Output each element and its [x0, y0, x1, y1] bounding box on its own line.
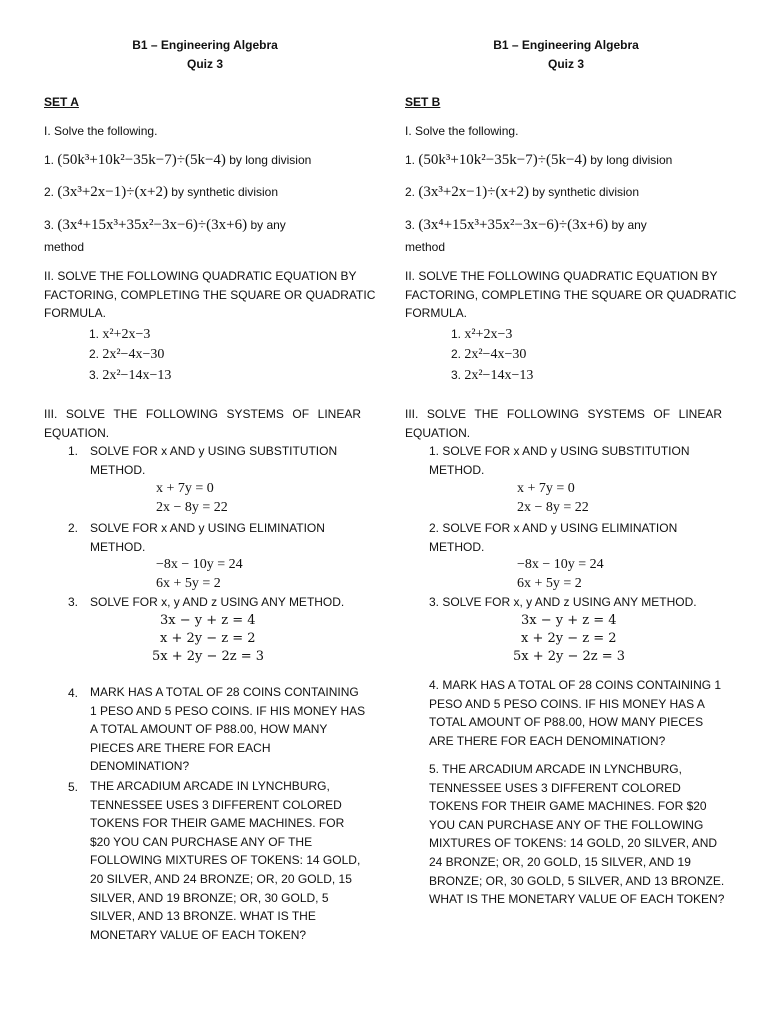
problem-3-equation-1: 3x − y + z = 4	[160, 613, 256, 628]
problem-3-equation-1: 3x − y + z = 4	[521, 613, 617, 628]
quiz-title: Quiz 3	[547, 57, 584, 71]
part2-heading-line3: FORMULA.	[44, 306, 107, 320]
part2-heading-line2: FACTORING, COMPLETING THE SQUARE OR QUADRATIC	[405, 288, 737, 302]
part1-heading: I. Solve the following.	[44, 124, 158, 138]
problem-2-equation-2: 6x + 5y = 2	[156, 576, 221, 591]
course-title: B1 – Engineering Algebra	[132, 38, 278, 52]
math-expression: (3x⁴+15x³+35x²−3x−6)÷(3x+6)	[418, 217, 609, 233]
quadratic-item-1: 1. x²+2x−3	[89, 327, 151, 342]
math-expression: (3x³+2x−1)÷(x+2)	[57, 184, 168, 200]
math-expression: (50k³+10k²−35k−7)÷(5k−4)	[57, 152, 226, 168]
quiz-title: Quiz 3	[186, 57, 223, 71]
course-title: B1 – Engineering Algebra	[493, 38, 639, 52]
quadratic-item-3: 3. 2x²−14x−13	[89, 368, 172, 383]
problem-1-equation-2: 2x − 8y = 22	[517, 500, 589, 515]
part2-heading-line1: II. SOLVE THE FOLLOWING QUADRATIC EQUATION BY	[405, 269, 718, 283]
problem-2-equation-2: 6x + 5y = 2	[517, 576, 582, 591]
problem-3-equation-2: x + 2y − z = 2	[521, 631, 617, 646]
problem-1-line2: METHOD.	[90, 463, 146, 477]
problem-1-line1: SOLVE FOR x AND y USING SUBSTITUTION	[90, 444, 338, 458]
problem-1-line1: 1. SOLVE FOR x AND y USING SUBSTITUTION	[429, 444, 690, 458]
problem-5-text: THE ARCADIUM ARCADE IN LYNCHBURG, TENNESSEE USES 3 DIFFERENT COLORED TOKENS FOR THEIR GAME MACHINES. FOR $20 YOU CAN PURCHASE ANY OF THE FOLLOWING MIXTURES OF TOKENS: 14 GOLD, 20 SILVER, AND 24 BRONZE; OR, 20 GOLD, 15 SILVER, AND 19 BRONZE; OR, 30 GOLD, 5 SILVER, AND 13 BRONZE. WHAT IS THE MONETARY VALUE OF EACH TOKEN?	[90, 779, 361, 942]
part1-question-2: 2. (3x³+2x−1)÷(x+2) by synthetic division	[44, 184, 279, 200]
part1-question-1: 1. (50k³+10k²−35k−7)÷(5k−4) by long division	[44, 152, 312, 168]
problem-2-number: 2.	[68, 521, 79, 535]
problem-2-equation-1: −8x − 10y = 24	[156, 557, 243, 572]
quadratic-item-3: 3. 2x²−14x−13	[451, 368, 534, 383]
part1-question-3: 3. (3x⁴+15x³+35x²−3x−6)÷(3x+6) by any	[44, 217, 286, 233]
problem-3-number: 3.	[68, 595, 79, 609]
problem-3-equation-2: x + 2y − z = 2	[160, 631, 256, 646]
problem-3-equation-3: 5x + 2y − 2z = 3	[152, 649, 265, 664]
part2-heading-line1: II. SOLVE THE FOLLOWING QUADRATIC EQUATION BY	[44, 269, 357, 283]
problem-4-number: 4.	[68, 686, 79, 700]
part1-question-1: 1. (50k³+10k²−35k−7)÷(5k−4) by long division	[405, 152, 673, 168]
problem-4-text: 4. MARK HAS A TOTAL OF 28 COINS CONTAINING 1 PESO AND 5 PESO COINS. IF HIS MONEY HAS A TOTAL AMOUNT OF P88.00, HOW MANY PIECES ARE THERE FOR EACH DENOMINATION?	[429, 678, 722, 748]
part3-heading-line1: III. SOLVE THE FOLLOWING SYSTEMS OF LINEAR	[44, 407, 361, 421]
problem-3-equation-3: 5x + 2y − 2z = 3	[513, 649, 626, 664]
problem-2-line1: 2. SOLVE FOR x AND y USING ELIMINATION	[429, 521, 678, 535]
part3-heading-line1: III. SOLVE THE FOLLOWING SYSTEMS OF LINEAR	[405, 407, 722, 421]
problem-1-line2: METHOD.	[429, 463, 485, 477]
problem-2-line2: METHOD.	[429, 540, 485, 554]
part1-question-2: 2. (3x³+2x−1)÷(x+2) by synthetic division	[405, 184, 640, 200]
problem-1-equation-1: x + 7y = 0	[517, 481, 575, 496]
problem-5-text: 5. THE ARCADIUM ARCADE IN LYNCHBURG, TENNESSEE USES 3 DIFFERENT COLORED TOKENS FOR THEIR GAME MACHINES. FOR $20 YOU CAN PURCHASE ANY OF THE FOLLOWING MIXTURES OF TOKENS: 14 GOLD, 20 SILVER, AND 24 BRONZE; OR, 20 GOLD, 15 SILVER, AND 19 BRONZE; OR, 30 GOLD, 5 SILVER, AND 13 BRONZE. WHAT IS THE MONETARY VALUE OF EACH TOKEN?	[429, 762, 725, 907]
part3-heading-line2: EQUATION.	[44, 426, 110, 440]
part1-question-3: 3. (3x⁴+15x³+35x²−3x−6)÷(3x+6) by any	[405, 217, 647, 233]
set-label: SET A	[44, 95, 79, 109]
part2-heading-line3: FORMULA.	[405, 306, 468, 320]
problem-3-line1: 3. SOLVE FOR x, y AND z USING ANY METHOD.	[429, 595, 697, 609]
part2-heading-line2: FACTORING, COMPLETING THE SQUARE OR QUADRATIC	[44, 288, 376, 302]
part1-heading: I. Solve the following.	[405, 124, 519, 138]
problem-5-number: 5.	[68, 780, 79, 794]
problem-2-line1: SOLVE FOR x AND y USING ELIMINATION	[90, 521, 325, 535]
problem-4-text: MARK HAS A TOTAL OF 28 COINS CONTAINING 1 PESO AND 5 PESO COINS. IF HIS MONEY HAS A TOTAL AMOUNT OF P88.00, HOW MANY PIECES ARE THERE FOR EACH DENOMINATION?	[90, 685, 366, 774]
math-expression: (3x³+2x−1)÷(x+2)	[418, 184, 529, 200]
math-expression: (50k³+10k²−35k−7)÷(5k−4)	[418, 152, 587, 168]
quadratic-item-2: 2. 2x²−4x−30	[451, 347, 527, 362]
set-label: SET B	[405, 95, 441, 109]
problem-1-equation-1: x + 7y = 0	[156, 481, 214, 496]
quadratic-item-2: 2. 2x²−4x−30	[89, 347, 165, 362]
part3-heading-line2: EQUATION.	[405, 426, 471, 440]
part1-question-3-cont: method	[44, 240, 85, 254]
math-expression: (3x⁴+15x³+35x²−3x−6)÷(3x+6)	[57, 217, 248, 233]
problem-2-line2: METHOD.	[90, 540, 146, 554]
problem-3-line1: SOLVE FOR x, y AND z USING ANY METHOD.	[90, 595, 345, 609]
quadratic-item-1: 1. x²+2x−3	[451, 327, 513, 342]
problem-1-equation-2: 2x − 8y = 22	[156, 500, 228, 515]
part1-question-3-cont: method	[405, 240, 446, 254]
problem-1-number: 1.	[68, 444, 79, 458]
problem-2-equation-1: −8x − 10y = 24	[517, 557, 604, 572]
